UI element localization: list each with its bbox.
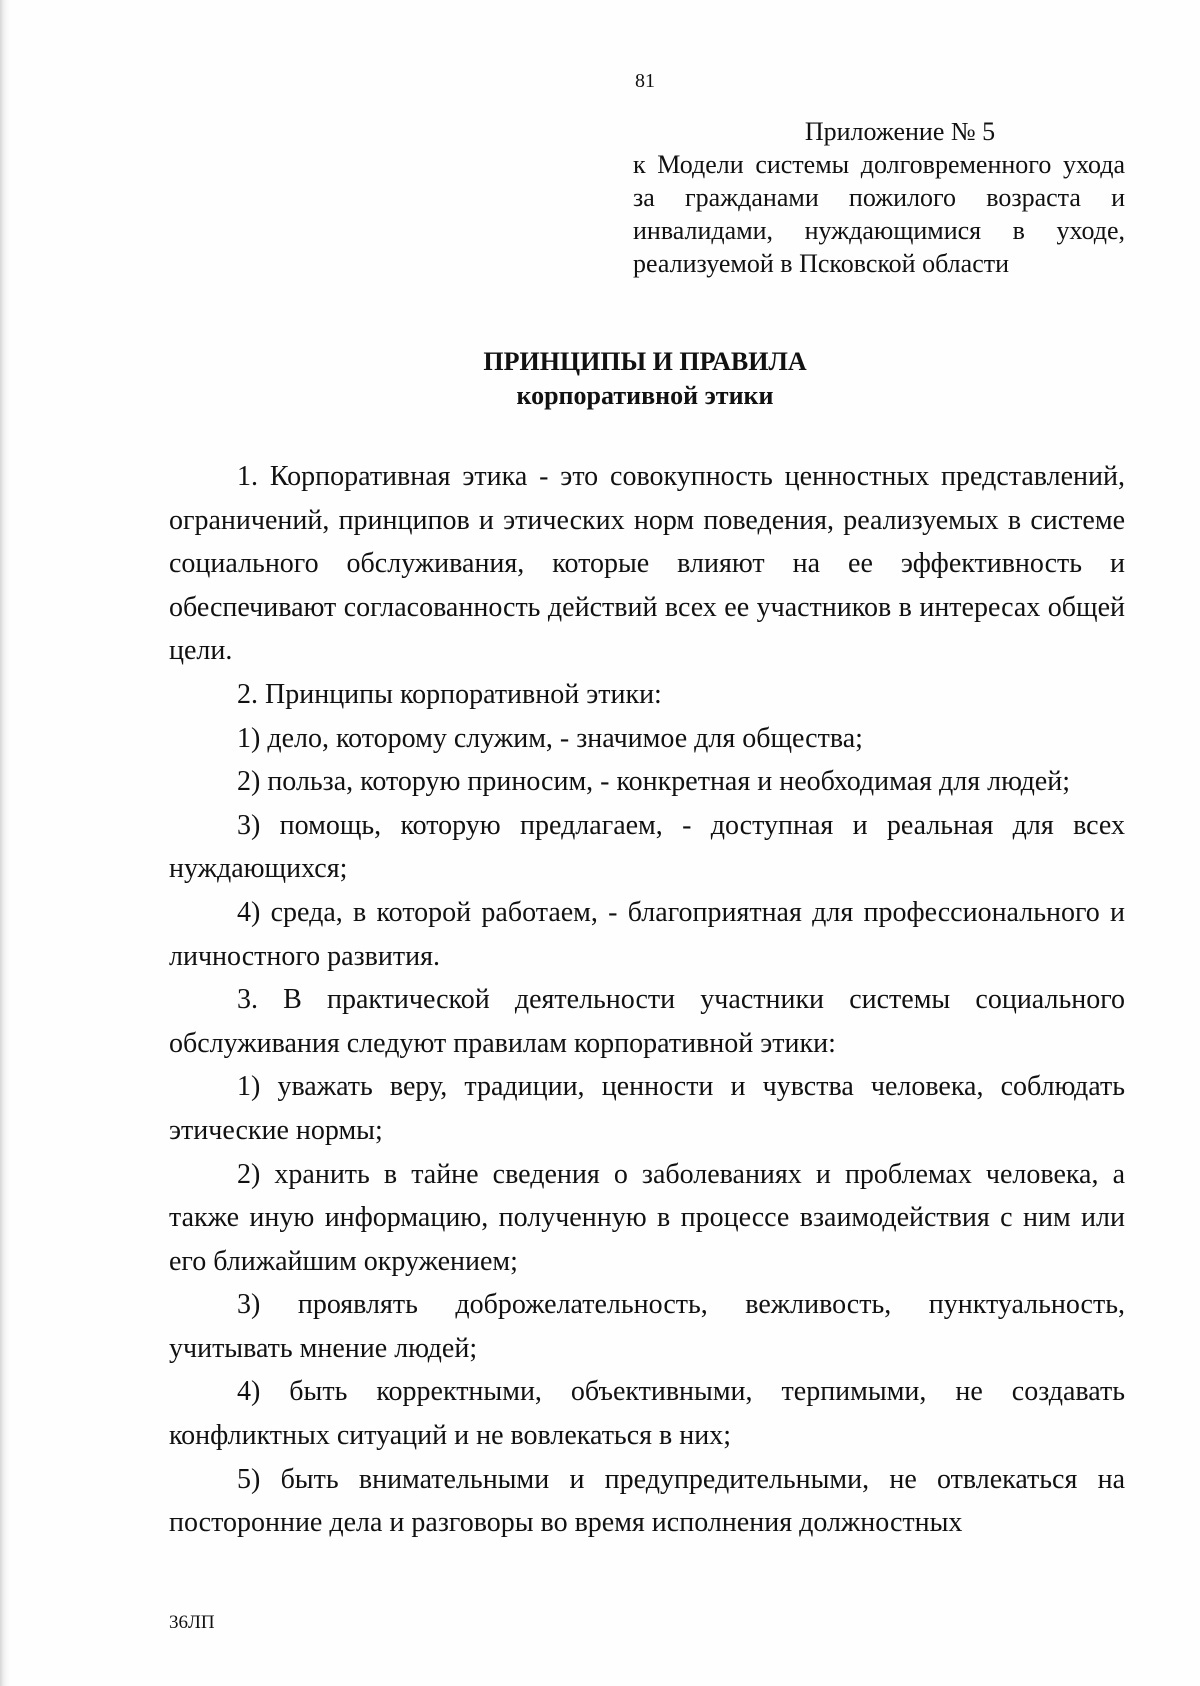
- paragraph-9: 2) хранить в тайне сведения о заболеваниях и проблемах человека, а также иную информацию, полученную в процессе взаимодействия с ним или его ближайшим окружением;: [169, 1158, 1125, 1277]
- paragraph-3: 1) дело, которому служим, - значимое для общества;: [237, 722, 863, 754]
- appendix-text: к Модели системы долговременного ухода за гражданами пожилого возраста и инвалидами, нуждающимися в уходе, реализуемой в Псковской области: [633, 150, 1125, 278]
- paragraph-1: 1. Корпоративная этика - это совокупность ценностных представлений, ограничений, принципов и этических норм поведения, реализуемых в системе социального обслуживания, которые влияют на ее эффективность и обеспечивают согласованность действий всех ее участников в интересах общей цели.: [169, 461, 1125, 667]
- paragraph-10: 3) проявлять доброжелательность, вежливость, пунктуальность, учитывать мнение людей;: [169, 1289, 1125, 1364]
- paragraph-5: 3) помощь, которую предлагаем, - доступная и реальная для всех нуждающихся;: [169, 809, 1125, 885]
- paragraph-12: 5) быть внимательными и предупредительными, не отвлекаться на посторонние дела и разговоры во время исполнения должностных: [169, 1463, 1125, 1539]
- scan-edge: [0, 0, 10, 1686]
- paragraph-6: 4) среда, в которой работаем, - благоприятная для профессионального и личностного развития.: [169, 896, 1125, 972]
- footer-code: 36ЛП: [169, 1612, 215, 1633]
- paragraph-7: 3. В практической деятельности участники системы социального обслуживания следуют правилам корпоративной этики:: [169, 984, 1125, 1059]
- appendix-block: [633, 115, 1125, 280]
- appendix-title: Приложение № 5: [804, 117, 996, 146]
- page-number: 81: [635, 70, 655, 92]
- paragraph-2: 2. Принципы корпоративной этики:: [237, 678, 662, 710]
- paragraph-11: 4) быть корректными, объективными, терпимыми, не создавать конфликтных ситуаций и не вовлекаться в них;: [169, 1376, 1125, 1452]
- heading-main: ПРИНЦИПЫ И ПРАВИЛА: [483, 347, 807, 376]
- paragraph-4: 2) польза, которую приносим, - конкретная и необходимая для людей;: [237, 766, 1070, 798]
- paragraph-8: 1) уважать веру, традиции, ценности и чувства человека, соблюдать этические нормы;: [169, 1071, 1125, 1146]
- heading-sub: корпоративной этики: [516, 381, 774, 410]
- document-heading: [0, 345, 1200, 413]
- document-body: [169, 455, 1125, 1545]
